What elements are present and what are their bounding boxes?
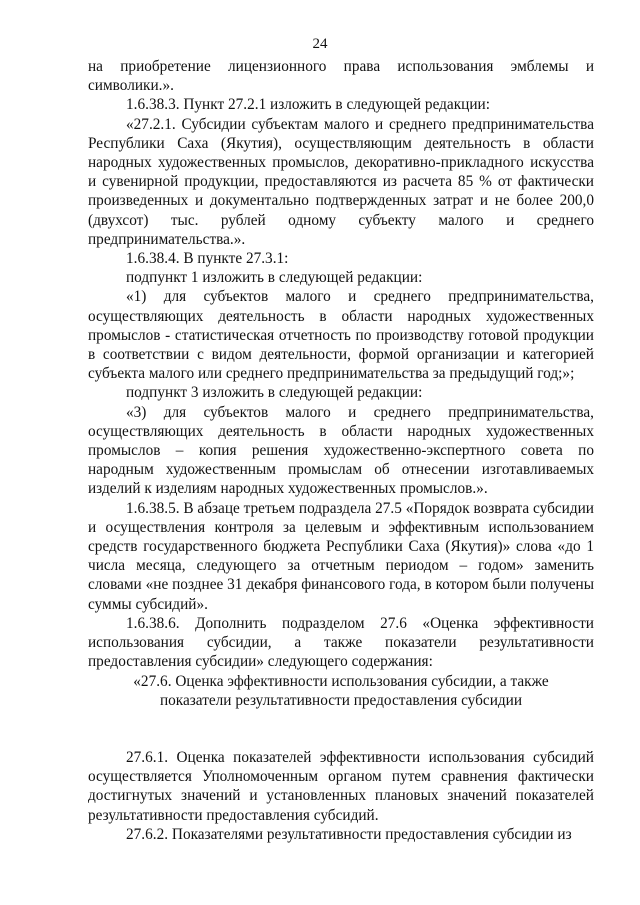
paragraph-subitem-1-text: «1) для субъектов малого и среднего предпринимательства, осуществляющих деятельность в области народных художественных промыслов - статистическая отчетность по производству готовой продукции в соответствии с видом деятельности, формой организации и категорией субъекта малого или среднего предпринимательства за предыдущий год;»;	[88, 288, 594, 383]
section-heading-line-1: «27.6. Оценка эффективности использования субсидии, а также	[133, 672, 549, 690]
section-heading-line-2: показатели результативности предоставления субсидии	[159, 691, 523, 709]
paragraph-27-2-1: «27.2.1. Субсидии субъектам малого и среднего предпринимательства Республики Саха (Якутия), осуществляющим деятельность в области народных художественных промыслов, декоративно-прикладного искусства и сувенирной продукции, предоставляются из расчета 85 % от фактически произведенных и документально подтвержденных затрат и не более 200,0 (двухсот) тыс. рублей одному субъекту малого и среднего предпринимательства.».	[88, 115, 594, 248]
paragraph-emblem-end: на приобретение лицензионного права использования эмблемы и символики.».	[88, 58, 594, 95]
paragraph-subitem-1-intro: подпункт 1 изложить в следующей редакции:	[126, 269, 423, 287]
spacer	[88, 710, 594, 748]
paragraph-1-6-38-4: 1.6.38.4. В пункте 27.3.1:	[126, 250, 289, 268]
paragraph-subitem-3-text: «3) для субъектов малого и среднего предпринимательства, осуществляющих деятельность в области народных художественных промыслов – копия решения художественно-экспертного совета по народным художественным промыслам об отнесении изготавливаемых изделий к изделиям народных художественных промыслов.».	[88, 403, 594, 498]
paragraph-subitem-3-intro: подпункт 3 изложить в следующей редакции:	[126, 384, 423, 402]
paragraph-27-6-1: 27.6.1. Оценка показателей эффективности использования субсидий осуществляется Уполномоченным органом путем сравнения фактически достигнутых значений и установленных плановых значений показателей результативности предоставления субсидий.	[88, 748, 594, 824]
paragraph-27-6-2: 27.6.2. Показателями результативности предоставления субсидии из	[126, 825, 572, 843]
paragraph-1-6-38-5: 1.6.38.5. В абзаце третьем подраздела 27.5 «Порядок возврата субсидии и осуществления контроля за целевым и эффективным использованием средств государственного бюджета Республики Саха (Якутия)» слова «до 1 числа месяца, следующего за отчетным периодом – годом» заменить словами «не позднее 31 декабря финансового года, в котором были получены суммы субсидий».	[88, 499, 594, 613]
paragraph-1-6-38-3: 1.6.38.3. Пункт 27.2.1 изложить в следующей редакции:	[126, 96, 490, 114]
paragraph-1-6-38-6: 1.6.38.6. Дополнить подразделом 27.6 «Оценка эффективности использования субсидии, а также показатели результативности предоставления субсидии» следующего содержания:	[88, 614, 594, 671]
document-body	[88, 57, 594, 844]
page-number: 24	[312, 36, 328, 52]
